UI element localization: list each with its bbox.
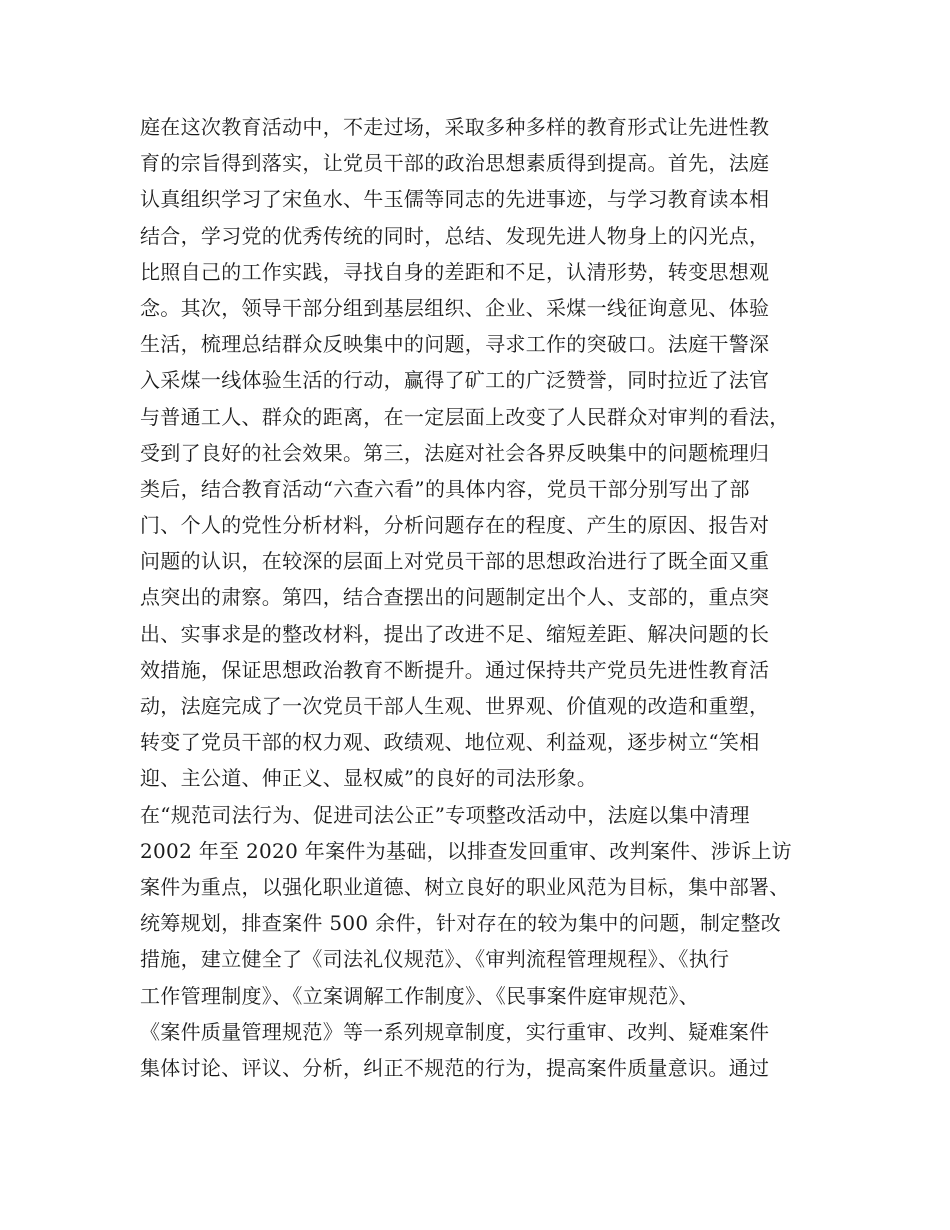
text-line: 问题的认识，在较深的层面上对党员干部的思想政治进行了既全面又重 xyxy=(140,549,770,574)
text-line: 生活，梳理总结群众反映集中的问题，寻求工作的突破口。法庭干警深 xyxy=(140,332,770,357)
text-line: 与普通工人、群众的距离，在一定层面上改变了人民群众对审判的看法， xyxy=(140,404,790,429)
text-line: 受到了良好的社会效果。第三，法庭对社会各界反映集中的问题梳理归 xyxy=(140,440,770,465)
text-line: 措施，建立健全了《司法礼仪规范》、《审判流程管理规程》、《执行 xyxy=(140,947,730,972)
text-line: 《案件质量管理规范》等一系列规章制度，实行重审、改判、疑难案件 xyxy=(140,1019,770,1044)
text-line: 类后，结合教育活动“六查六看”的具体内容，党员干部分别写出了部 xyxy=(140,476,750,501)
text-line: 效措施，保证思想政治教育不断提升。通过保持共产党员先进性教育活 xyxy=(140,657,770,682)
body-text xyxy=(140,109,830,1086)
text-line: 结合，学习党的优秀传统的同时，总结、发现先进人物身上的闪光点， xyxy=(140,223,770,248)
text-line: 2002 年至 2020 年案件为基础，以排查发回重审、改判案件、涉诉上访 xyxy=(140,838,792,863)
text-line: 认真组织学习了宋鱼水、牛玉儒等同志的先进事迹，与学习教育读本相 xyxy=(140,187,770,212)
text-line: 转变了党员干部的权力观、政绩观、地位观、利益观，逐步树立“笑相 xyxy=(140,730,760,755)
text-line: 集体讨论、评议、分析，纠正不规范的行为，提高案件质量意识。通过 xyxy=(140,1055,770,1080)
text-line: 入采煤一线体验生活的行动，赢得了矿工的广泛赞誉，同时拉近了法官 xyxy=(140,368,770,393)
text-line: 动，法庭完成了一次党员干部人生观、世界观、价值观的改造和重塑， xyxy=(140,694,770,718)
text-line: 点突出的肃察。第四，结合查摆出的问题制定出个人、支部的，重点突 xyxy=(140,585,770,610)
text-line: 念。其次，领导干部分组到基层组织、企业、采煤一线征询意见、体验 xyxy=(140,295,770,320)
text-line: 案件为重点，以强化职业道德、树立良好的职业风范为目标，集中部署、 xyxy=(140,874,790,899)
text-line: 育的宗旨得到落实，让党员干部的政治思想素质得到提高。首先，法庭 xyxy=(140,151,770,176)
text-line: 门、个人的党性分析材料，分析问题存在的程度、产生的原因、报告对 xyxy=(140,513,770,538)
text-line: 庭在这次教育活动中，不走过场，采取多种多样的教育形式让先进性教 xyxy=(140,115,770,139)
text-line: 工作管理制度》、《立案调解工作制度》、《民事案件庭审规范》、 xyxy=(140,983,699,1008)
text-line: 比照自己的工作实践，寻找自身的差距和不足，认清形势，转变思想观 xyxy=(140,259,770,284)
text-line: 在“规范司法行为、促进司法公正”专项整改活动中，法庭以集中清理 xyxy=(140,802,750,827)
text-line: 迎、主公道、伸正义、显权威”的良好的司法形象。 xyxy=(140,766,598,791)
text-line: 统筹规划，排查案件 500 余件，针对存在的较为集中的问题，制定整改 xyxy=(140,911,782,936)
text-line: 出、实事求是的整改材料，提出了改进不足、缩短差距、解决问题的长 xyxy=(140,621,770,646)
